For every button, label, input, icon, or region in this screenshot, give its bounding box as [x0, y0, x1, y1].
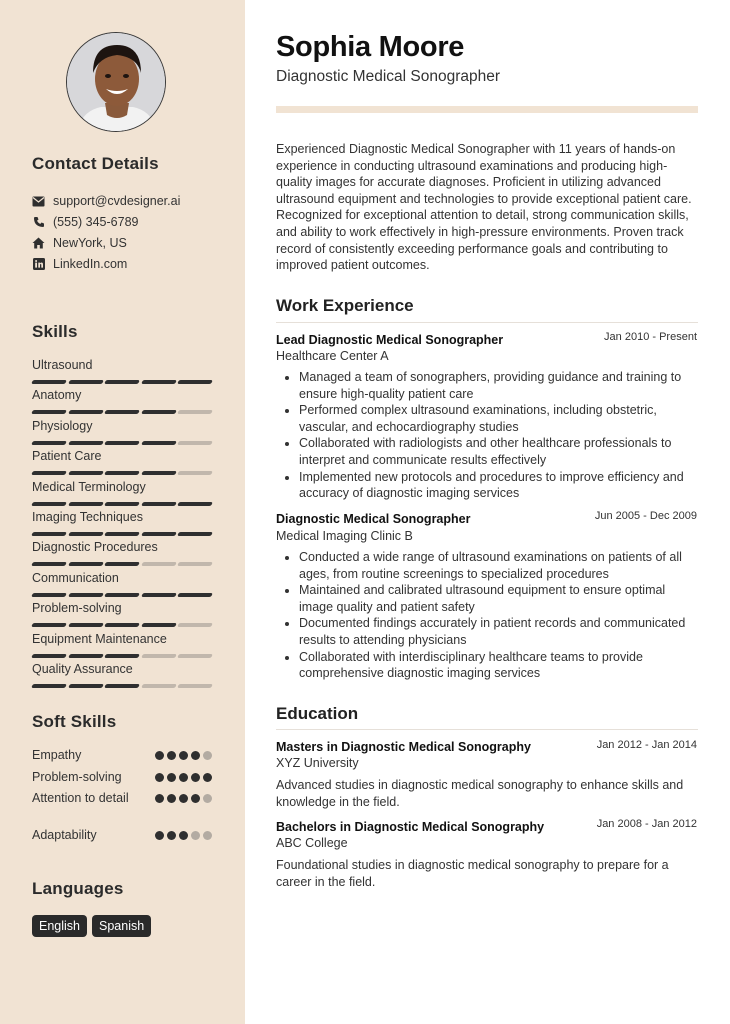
contact-phone[interactable] — [32, 214, 138, 230]
linkedin-icon — [32, 258, 45, 271]
job-title: Diagnostic Medical Sonographer — [276, 512, 471, 526]
skill-level-segment — [104, 593, 139, 597]
work-section-title: Work Experience — [276, 296, 414, 315]
job-bullets — [299, 369, 701, 502]
skill-level-segment — [68, 471, 103, 475]
skill-level-bar — [32, 593, 212, 597]
skill-level-segment — [177, 654, 212, 658]
job-organization: Healthcare Center A — [276, 349, 389, 363]
skill-level-segment — [141, 623, 176, 627]
degree-title: Masters in Diagnostic Medical Sonography — [276, 740, 531, 754]
skill-level-segment — [141, 593, 176, 597]
skill-level-segment — [104, 380, 139, 384]
skill-level-segment — [104, 654, 139, 658]
skill-label: Medical Terminology — [32, 479, 146, 494]
contact-location — [32, 235, 127, 251]
skill-level-segment — [68, 593, 103, 597]
soft-skill-rating — [155, 751, 212, 760]
rating-dot — [179, 794, 188, 803]
skill-level-segment — [177, 532, 212, 536]
rating-dot — [167, 751, 176, 760]
rating-dot — [191, 794, 200, 803]
degree-description: Advanced studies in diagnostic medical sonography to enhance skills and knowledge in the field. — [276, 778, 684, 809]
skill-level-segment — [68, 684, 103, 688]
rating-dot — [203, 831, 212, 840]
skill-level-bar — [32, 471, 212, 475]
skill-item — [32, 631, 212, 658]
skill-level-segment — [177, 593, 212, 597]
job-bullet: Documented findings accurately in patient records and communicated results to attending physicians — [299, 615, 701, 648]
skill-level-segment — [68, 441, 103, 445]
main-content — [245, 0, 730, 1024]
skill-label: Quality Assurance — [32, 662, 133, 676]
skill-level-segment — [177, 623, 212, 627]
degree-date: Jan 2012 - Jan 2014 — [596, 739, 697, 751]
skill-level-segment — [104, 502, 139, 506]
avatar — [66, 32, 166, 132]
soft-skill-item — [32, 790, 212, 806]
skill-level-segment — [177, 684, 212, 688]
skill-item — [32, 661, 212, 688]
skill-level-segment — [177, 380, 212, 384]
skill-level-segment — [31, 684, 66, 688]
home-icon — [32, 237, 45, 250]
skill-level-bar — [32, 410, 212, 414]
skill-level-segment — [177, 441, 212, 445]
education-section-title: Education — [276, 704, 359, 723]
contact-section-title: Contact Details — [32, 154, 159, 173]
soft-skills-section-title: Soft Skills — [32, 712, 117, 731]
rating-dot — [203, 751, 212, 760]
skill-level-segment — [141, 410, 176, 414]
skill-level-segment — [31, 471, 66, 475]
rating-dot — [179, 773, 188, 782]
rating-dot — [203, 794, 212, 803]
languages-list — [32, 915, 151, 937]
soft-skill-item — [32, 827, 212, 843]
skill-level-segment — [68, 623, 103, 627]
rating-dot — [167, 831, 176, 840]
skill-level-bar — [32, 380, 212, 384]
skill-level-segment — [68, 532, 103, 536]
skill-level-segment — [68, 502, 103, 506]
job-organization: Medical Imaging Clinic B — [276, 529, 413, 543]
skill-level-segment — [104, 562, 139, 566]
soft-skill-label: Empathy — [32, 748, 82, 762]
contact-phone-text: (555) 345-6789 — [53, 215, 139, 229]
rating-dot — [155, 751, 164, 760]
soft-skill-label: Attention to detail — [32, 791, 129, 805]
job-bullet: Conducted a wide range of ultrasound examinations on patients of all ages, from routine screenings to specialized procedures — [299, 549, 701, 582]
skill-item — [32, 600, 212, 627]
rating-dot — [155, 831, 164, 840]
job-bullets — [299, 549, 701, 682]
skill-level-segment — [141, 441, 176, 445]
skill-level-segment — [104, 410, 139, 414]
job-date: Jun 2005 - Dec 2009 — [594, 510, 697, 522]
skill-item — [32, 570, 212, 597]
sidebar — [0, 0, 245, 1024]
skill-level-segment — [68, 562, 103, 566]
candidate-name: Sophia Moore — [276, 31, 465, 63]
skill-level-segment — [177, 562, 212, 566]
skill-level-bar — [32, 502, 212, 506]
rating-dot — [155, 773, 164, 782]
skill-label: Communication — [32, 570, 119, 585]
degree-title: Bachelors in Diagnostic Medical Sonography — [276, 820, 545, 834]
skill-level-segment — [104, 471, 139, 475]
skill-level-segment — [177, 410, 212, 414]
job-bullet: Collaborated with radiologists and other healthcare professionals to interpret and communicate results effectively — [299, 435, 701, 468]
job-date: Jan 2010 - Present — [604, 331, 697, 343]
language-badge: English — [32, 915, 87, 937]
skill-level-segment — [104, 532, 139, 536]
skill-level-segment — [31, 623, 66, 627]
skill-level-segment — [141, 684, 176, 688]
skill-level-bar — [32, 562, 212, 566]
skill-level-segment — [141, 471, 176, 475]
skill-level-segment — [31, 593, 66, 597]
job-title: Lead Diagnostic Medical Sonographer — [276, 333, 504, 347]
profile-summary: Experienced Diagnostic Medical Sonographer with 11 years of hands-on experience in conducting ultrasound examinations and producing high-quality images for accurate diagnoses. Proficient in utilizing advanced ultrasound equipment and technologies to provide exceptional patient care. Recognized for exceptional attention to detail, strong communication skills, and ability to work effectively in high-pressure environments. Proven track record of consistently exceeding performance goals and contributing to improved patient outcomes. — [276, 142, 692, 273]
skill-level-segment — [31, 380, 66, 384]
skill-item — [32, 418, 212, 445]
soft-skill-rating — [155, 773, 212, 782]
skill-level-segment — [177, 471, 212, 475]
skill-level-segment — [31, 410, 66, 414]
skill-level-segment — [104, 441, 139, 445]
language-badge: Spanish — [92, 915, 151, 937]
skill-level-bar — [32, 654, 212, 658]
soft-skill-item — [32, 769, 212, 785]
rating-dot — [179, 751, 188, 760]
skill-level-bar — [32, 684, 212, 688]
soft-skill-rating — [155, 794, 212, 803]
skill-level-bar — [32, 623, 212, 627]
skill-item — [32, 539, 212, 566]
degree-description: Foundational studies in diagnostic medical sonography to prepare for a career in the field. — [276, 858, 669, 889]
skill-label: Diagnostic Procedures — [32, 540, 158, 555]
section-divider — [276, 322, 698, 323]
school-name: XYZ University — [276, 756, 359, 770]
skill-level-segment — [141, 380, 176, 384]
skill-level-segment — [31, 441, 66, 445]
rating-dot — [191, 773, 200, 782]
contact-location-text: NewYork, US — [53, 236, 127, 250]
skill-level-segment — [177, 502, 212, 506]
soft-skill-label: Problem-solving — [32, 770, 122, 784]
skill-item — [32, 479, 212, 506]
school-name: ABC College — [276, 836, 348, 850]
rating-dot — [179, 831, 188, 840]
skill-level-segment — [31, 562, 66, 566]
skill-level-segment — [141, 562, 176, 566]
degree-date: Jan 2008 - Jan 2012 — [596, 818, 697, 830]
skill-label: Imaging Techniques — [32, 510, 143, 524]
rating-dot — [203, 773, 212, 782]
job-bullet: Collaborated with interdisciplinary healthcare teams to provide comprehensive diagnostic imaging services — [299, 649, 701, 682]
skill-level-segment — [68, 654, 103, 658]
skills-section-title: Skills — [32, 322, 78, 341]
candidate-role: Diagnostic Medical Sonographer — [276, 68, 501, 85]
rating-dot — [167, 794, 176, 803]
skill-item — [32, 509, 212, 536]
envelope-icon — [32, 195, 45, 208]
soft-skill-item — [32, 747, 212, 763]
skill-level-bar — [32, 532, 212, 536]
skill-level-segment — [141, 654, 176, 658]
rating-dot — [191, 831, 200, 840]
rating-dot — [191, 751, 200, 760]
contact-linkedin-text: LinkedIn.com — [53, 257, 128, 271]
languages-section-title: Languages — [32, 879, 124, 898]
job-bullet: Maintained and calibrated ultrasound equipment to ensure optimal image quality and patient safety — [299, 582, 701, 615]
skill-label: Problem-solving — [32, 601, 122, 616]
skill-item — [32, 387, 212, 414]
phone-icon — [32, 216, 45, 229]
rating-dot — [167, 773, 176, 782]
skill-level-segment — [31, 532, 66, 536]
soft-skill-rating — [155, 831, 212, 840]
skill-level-segment — [68, 410, 103, 414]
job-bullet: Managed a team of sonographers, providing guidance and training to ensure high-quality patient care — [299, 369, 701, 402]
skill-level-segment — [104, 684, 139, 688]
skill-level-segment — [31, 502, 66, 506]
skill-level-segment — [104, 623, 139, 627]
profile-photo — [67, 33, 166, 132]
rating-dot — [155, 794, 164, 803]
skill-label: Ultrasound — [32, 358, 93, 372]
skill-item — [32, 357, 212, 384]
job-bullet: Performed complex ultrasound examinations, including obstetric, vascular, and echocardiography studies — [299, 402, 701, 435]
contact-email[interactable] — [32, 193, 180, 209]
skill-level-bar — [32, 441, 212, 445]
skill-level-segment — [141, 532, 176, 536]
skill-label: Equipment Maintenance — [32, 631, 167, 646]
job-bullet: Implemented new protocols and procedures to improve efficiency and accuracy of diagnostic imaging services — [299, 469, 701, 502]
skill-level-segment — [31, 654, 66, 658]
skill-label: Patient Care — [32, 449, 102, 464]
skill-item — [32, 448, 212, 475]
header-divider — [276, 106, 698, 113]
soft-skill-label: Adaptability — [32, 828, 97, 842]
section-divider — [276, 729, 698, 730]
skill-level-segment — [68, 380, 103, 384]
contact-linkedin[interactable] — [32, 256, 127, 272]
skill-level-segment — [141, 502, 176, 506]
contact-email-text: support@cvdesigner.ai — [53, 194, 181, 208]
skill-label: Anatomy — [32, 388, 82, 403]
skill-label: Physiology — [32, 418, 93, 433]
